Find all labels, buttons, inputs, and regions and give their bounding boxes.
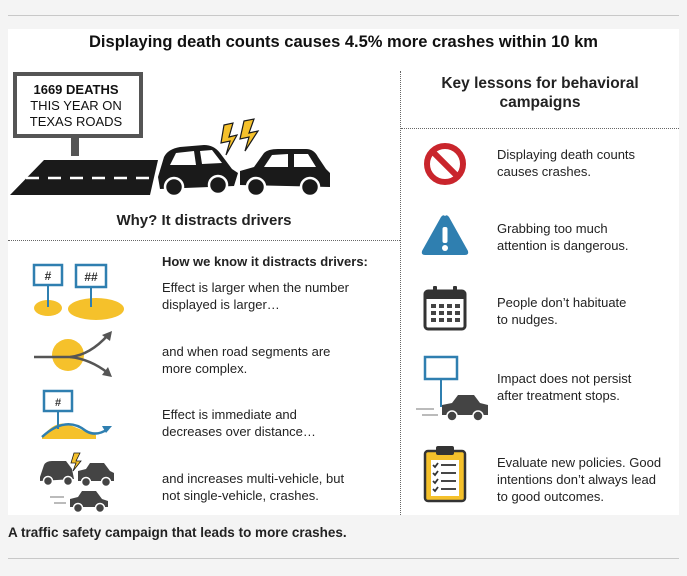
road-icon	[10, 160, 158, 195]
evidence-4-line-2: not single-vehicle, crashes.	[162, 488, 319, 503]
evidence-4-line-1: and increases multi-vehicle, but	[162, 471, 345, 486]
prohibited-icon	[422, 141, 468, 187]
evidence-1-line-1: Effect is larger when the number	[162, 280, 349, 295]
lesson-2-line-2: attention is dangerous.	[497, 238, 629, 253]
evidence-text-3	[162, 406, 392, 440]
lightning-bolt-icon	[221, 119, 258, 155]
lesson-4-line-2: after treatment stops.	[497, 388, 620, 403]
how-heading: How we know it distracts drivers:	[162, 254, 368, 269]
evidence-text-2	[162, 343, 392, 377]
evidence-2-line-2: more complex.	[162, 361, 248, 376]
calendar-icon	[422, 283, 468, 333]
clipboard-icon	[422, 443, 468, 503]
billboard-line-1: 1669 DEATHS	[33, 82, 119, 97]
evidence-text-1	[162, 279, 392, 313]
lesson-text-1	[497, 146, 677, 180]
key-lessons-heading	[401, 74, 679, 112]
lesson-4-line-1: Impact does not persist	[497, 371, 632, 386]
lesson-1-line-1: Displaying death counts	[497, 147, 636, 162]
key-lessons-heading-line-1: Key lessons for behavioral	[441, 75, 639, 92]
lesson-5-line-1: Evaluate new policies. Good	[497, 455, 662, 470]
evidence-3-line-2: decreases over distance…	[162, 424, 316, 439]
small-number-sign-text: #	[44, 269, 52, 283]
billboard-line-2: THIS YEAR ON	[30, 98, 122, 113]
top-rule	[8, 15, 679, 16]
multi-vehicle-icon	[38, 453, 122, 513]
crashed-car-right-icon	[240, 149, 330, 196]
evidence-3-line-1: Effect is immediate and	[162, 407, 297, 422]
evidence-2-line-1: and when road segments are	[162, 344, 331, 359]
lesson-5-line-2: intentions don’t always lead	[497, 472, 656, 487]
figure-caption: A traffic safety campaign that leads to more crashes.	[8, 525, 347, 540]
left-divider	[8, 240, 400, 241]
evidence-1-line-2: displayed is larger…	[162, 297, 280, 312]
why-heading: Why? It distracts drivers	[116, 212, 292, 229]
billboard-text	[14, 82, 138, 130]
billboard-line-3: TEXAS ROADS	[29, 114, 123, 129]
lesson-2-line-1: Grabbing too much	[497, 221, 608, 236]
lesson-3-line-1: People don’t habituate	[497, 295, 627, 310]
lesson-1-line-2: causes crashes.	[497, 164, 591, 179]
evidence-text-4	[162, 470, 392, 504]
key-lessons-heading-line-2: campaigns	[499, 94, 581, 111]
sign-car-icon	[412, 351, 492, 421]
right-divider	[401, 128, 679, 129]
warning-icon	[420, 213, 470, 259]
number-signs-icon	[26, 261, 116, 323]
column-divider	[400, 71, 401, 515]
lesson-text-2	[497, 220, 677, 254]
merging-roads-icon	[30, 329, 120, 379]
large-number-sign-text: ##	[84, 270, 98, 284]
infographic-title: Displaying death counts causes 4.5% more crashes within 10 km	[89, 33, 598, 51]
lesson-text-5	[497, 454, 677, 505]
crashed-car-left-icon	[158, 145, 238, 196]
distance-decay-icon	[36, 389, 116, 445]
lesson-5-line-3: to good outcomes.	[497, 489, 604, 504]
lesson-3-line-2: to nudges.	[497, 312, 558, 327]
lesson-text-4	[497, 370, 677, 404]
lesson-text-3	[497, 294, 677, 328]
infographic-panel	[8, 29, 679, 515]
distance-sign-number-text: #	[54, 397, 62, 409]
bottom-rule	[8, 558, 679, 559]
